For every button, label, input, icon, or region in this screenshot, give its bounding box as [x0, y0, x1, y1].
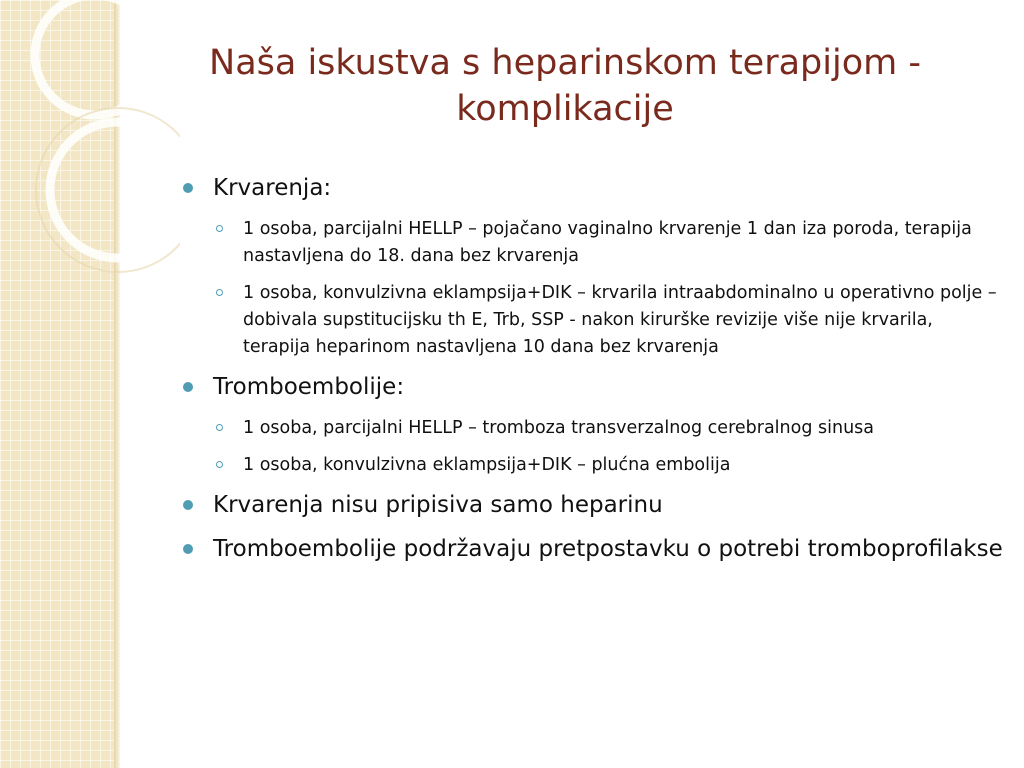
list-item	[183, 489, 1003, 521]
list-item	[183, 533, 1003, 565]
bullet-list	[183, 172, 1003, 577]
circle-bullet-icon	[216, 289, 223, 296]
circle-bullet-icon	[216, 424, 223, 431]
sub-list-item-text: 1 osoba, parcijalni HELLP – tromboza transverzalnog cerebralnog sinusa	[243, 418, 875, 438]
sub-list-item	[183, 415, 1003, 442]
bullet-icon	[183, 544, 193, 554]
list-item-text: Krvarenja nisu pripisiva samo heparinu	[213, 492, 663, 518]
list-item-text: Tromboembolije:	[213, 374, 405, 400]
sub-list-item-text: 1 osoba, parcijalni HELLP – pojačano vaginalno krvarenje 1 dan iza poroda, terapija nastavljena do 18. dana bez krvarenja	[243, 219, 972, 266]
sub-list-item-text: 1 osoba, konvulzivna eklampsija+DIK – plućna embolija	[243, 455, 731, 475]
list-item	[183, 172, 1003, 204]
circle-bullet-icon	[216, 225, 223, 232]
bullet-icon	[183, 500, 193, 510]
circle-bullet-icon	[216, 461, 223, 468]
sub-list-item	[183, 216, 1003, 270]
sub-list-item	[183, 280, 1003, 361]
slide-title: Naša iskustva s heparinskom terapijom - komplikacije	[209, 43, 921, 129]
bullet-icon	[183, 183, 193, 193]
list-item-text: Krvarenja:	[213, 175, 332, 201]
list-item-text: Tromboembolije podržavaju pretpostavku o potrebi tromboprofilakse	[213, 536, 1003, 562]
list-item	[183, 371, 1003, 403]
sub-list-item-text: 1 osoba, konvulzivna eklampsija+DIK – krvarila intraabdominalno u operativno polje – dobivala supstitucijsku th E, Trb, SSP - nakon kirurške revizije više nije krvarila, terapija heparinom nastavljena 10 dana bez krvarenja	[243, 283, 997, 357]
sub-list-item	[183, 452, 1003, 479]
bullet-icon	[183, 382, 193, 392]
